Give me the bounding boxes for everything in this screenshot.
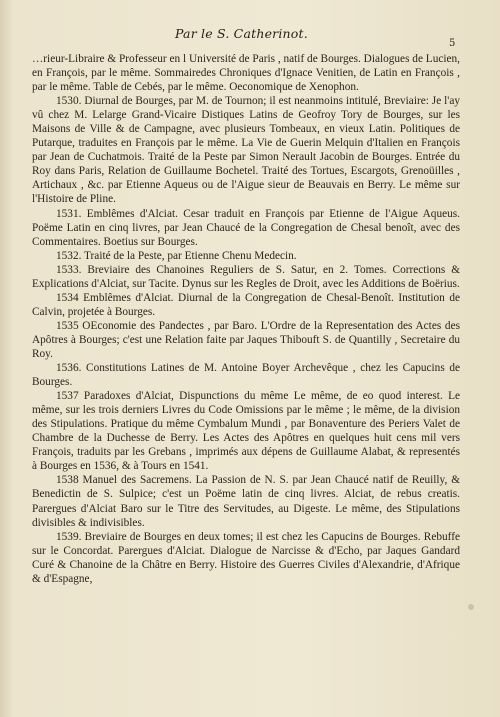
paragraph-1: …rieur-Libraire & Professeur en l Université de Paris , natif de Bourges. Dialogues de Lucien, en François, par le même. Sommairedes Chroniques d'Ignace Venitien, de Latin en François , par le même. Table de Cebés, par le même. Oeconomique de Xenophon. (32, 53, 460, 94)
paragraph-1532: 1532. Traité de la Peste, par Etienne Chenu Medecin. (56, 249, 297, 262)
paragraph-1536: 1536. Constitutions Latines de M. Antoine Boyer Archevêque , chez les Capucins de Bourges. (32, 362, 460, 389)
paragraph-1537: 1537 Paradoxes d'Alciat, Dispunctions du même Le même, de eo quod interest. Le même, sur les trois derniers Livres du Code Omissions par le même ; le même, de la division des Stipulations. Pratique du même Cymbalum Mundi , par Bonaventure des Periers Valet de Chambre de la Duchesse de Berry. Les Actes des Apôtres en quelques huit cens mil vers François, traduits par les Grebans , imprimés aux dépens de Guillaume Alabat, & representés à Bourges en 1536, & à Tours en 1541. (32, 390, 460, 473)
paper-spot (468, 604, 474, 610)
running-title: Par le S. Catherinot. (175, 26, 308, 41)
paragraph-1530: 1530. Diurnal de Bourges, par M. de Tournon; il est neanmoins intitulé, Breviaire: Je l'ay vû chez M. Lelarge Grand-Vicaire Distiques Latins de Geofroy Tory de Bourges, sur les Maisons de Ville & de Campagne, avec plusieurs Tombeaux, en vieux Latin. Politiques de Putarque, traduites en François par le même. La Vie de Guerin Melquin d'Italien en François par Jean de Cuchatmois. Traité de la Peste par Simon Nerault Jacobin de Bourges. Entrée du Roy dans Paris, Relation de Guillaume Bochetel. Traité des Tortues, Escargots, Grenoüilles , Artichaux , &c. par Etienne Aqueus ou de l'Aigue sieur de Beauvais en Berry. Le même sur l'Histoire de Pline. (32, 95, 460, 206)
body-text (32, 52, 460, 586)
paragraph-1535: 1535 OEconomie des Pandectes , par Baro. L'Ordre de la Representation des Actes des Apôtres à Bourges; c'est une Relation faite par Jaques Thibouft S. de Quantilly , Secretaire du Roy. (32, 319, 460, 360)
paragraph-1539: 1539. Breviaire de Bourges en deux tomes; il est chez les Capucins de Bourges. Rebuffe sur le Concordat. Parergues d'Alciat. Dialogue de Narcisse & d'Echo, par Jaques Gandard Curé & Chanoine de la Châtre en Berry. Histoire des Guerres Civiles d'Alexandrie, d'Afrique & d'Espagne, (32, 530, 460, 585)
paragraph-1531: 1531. Emblêmes d'Alciat. Cesar traduit en François par Etienne de l'Aigue Aqueus. Poëme Latin en cinq livres, par Jean Chaucé de la Congregation de Chesal benoît, avec des Commentaires. Boetius sur Bourges. (32, 207, 460, 248)
paragraph-1533: 1533. Breviaire des Chanoines Reguliers de S. Satur, en 2. Tomes. Corrections & Explications d'Alciat, sur Tacite. Dynus sur les Regles de Droit, avec les Additions de Boërius. (32, 263, 460, 290)
paragraph-1538: 1538 Manuel des Sacremens. La Passion de N. S. par Jean Chaucé natif de Reuilly, & Benedictin de S. Sulpice; c'est un Poëme latin de cinq livres. Alciat, de rebus creatis. Parergues d'Alciat Baro sur le Titre des Servitudes, au Digeste. Le même, des Stipulations divisibles & indivisibles. (32, 474, 460, 529)
page-header (0, 26, 500, 52)
page-number: 5 (449, 38, 456, 49)
paragraph-1534: 1534 Emblêmes d'Alciat. Diurnal de la Congregation de Chesal-Benoît. Institution de Calvin, projetée à Bourges. (32, 291, 460, 318)
